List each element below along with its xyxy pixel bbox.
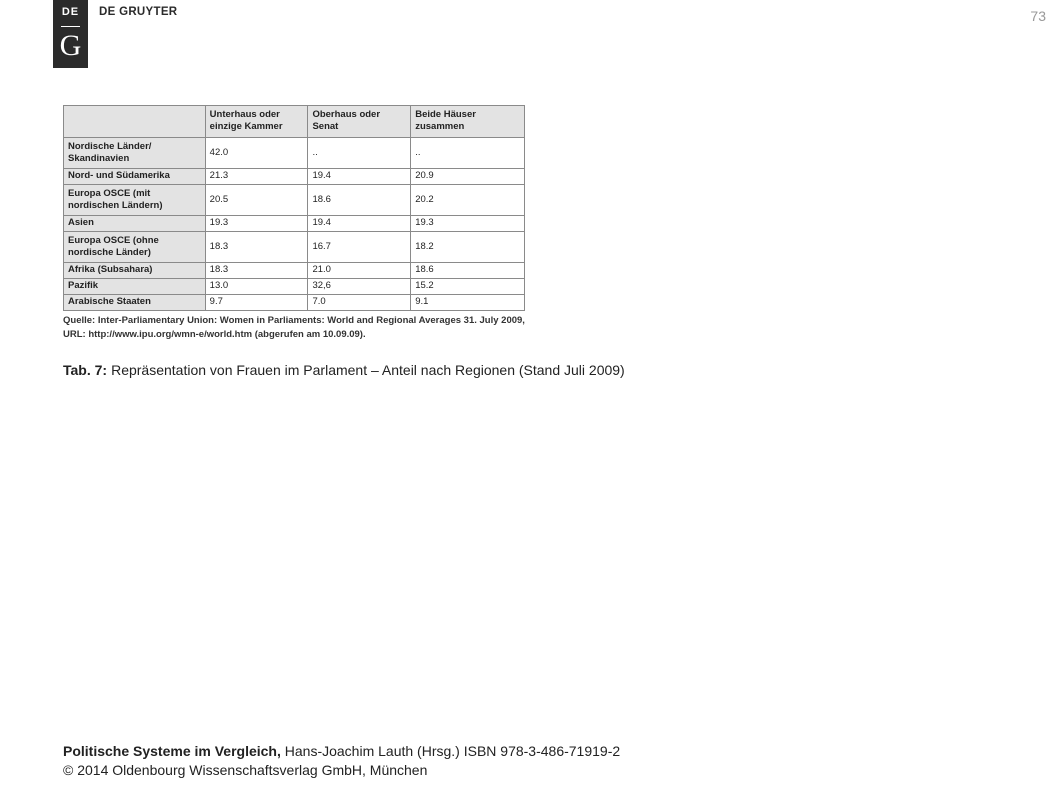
region-cell: Arabische Staaten [64, 295, 206, 311]
value-cell: .. [411, 138, 525, 169]
value-cell: 19.4 [308, 169, 411, 185]
table-row [64, 263, 525, 279]
value-cell: 42.0 [205, 138, 308, 169]
table-row [64, 169, 525, 185]
value-cell: 19.4 [308, 216, 411, 232]
value-cell: 32,6 [308, 279, 411, 295]
value-cell: .. [308, 138, 411, 169]
value-cell: 18.2 [411, 232, 525, 263]
value-cell: 21.3 [205, 169, 308, 185]
publisher-name: DE GRUYTER [99, 6, 178, 18]
value-cell: 15.2 [411, 279, 525, 295]
caption-text: Repräsentation von Frauen im Parlament – Anteil nach Regionen (Stand Juli 2009) [111, 362, 625, 378]
value-cell: 20.5 [205, 185, 308, 216]
logo-text-g: G [59, 29, 82, 62]
table-row [64, 138, 525, 169]
logo-text-de: DE [61, 6, 80, 18]
book-title: Politische Systeme im Vergleich, [63, 743, 281, 759]
citation-footer [63, 742, 620, 780]
value-cell: 9.7 [205, 295, 308, 311]
table-row [64, 185, 525, 216]
header-cell-region [64, 106, 206, 138]
copyright-line: © 2014 Oldenbourg Wissenschaftsverlag GmbH, München [63, 762, 428, 778]
table-figure [63, 105, 525, 342]
table-row [64, 279, 525, 295]
table-header-row [64, 106, 525, 138]
region-cell: Asien [64, 216, 206, 232]
header-cell-oberhaus: Oberhaus oder Senat [308, 106, 411, 138]
region-cell: Afrika (Subsahara) [64, 263, 206, 279]
caption-label: Tab. 7: [63, 362, 108, 378]
region-cell: Nord- und Südamerika [64, 169, 206, 185]
book-details: Hans-Joachim Lauth (Hrsg.) ISBN 978-3-486-71919-2 [280, 743, 621, 759]
logo-divider [61, 26, 80, 27]
value-cell: 19.3 [205, 216, 308, 232]
header-cell-unterhaus: Unterhaus oder einzige Kammer [205, 106, 308, 138]
value-cell: 16.7 [308, 232, 411, 263]
region-cell: Nordische Länder/ Skandinavien [64, 138, 206, 169]
table-row [64, 216, 525, 232]
representation-table [63, 105, 525, 311]
value-cell: 20.9 [411, 169, 525, 185]
value-cell: 18.6 [411, 263, 525, 279]
value-cell: 13.0 [205, 279, 308, 295]
value-cell: 18.3 [205, 232, 308, 263]
value-cell: 20.2 [411, 185, 525, 216]
table-caption [63, 362, 625, 378]
region-cell: Pazifik [64, 279, 206, 295]
region-cell: Europa OSCE (ohne nordische Länder) [64, 232, 206, 263]
value-cell: 7.0 [308, 295, 411, 311]
value-cell: 18.3 [205, 263, 308, 279]
value-cell: 9.1 [411, 295, 525, 311]
citation-line [63, 742, 620, 761]
publisher-logo [53, 0, 88, 68]
value-cell: 18.6 [308, 185, 411, 216]
table-source-note: Quelle: Inter-Parliamentary Union: Women in Parliaments: World and Regional Averages 31. July 2009, URL: http://www.ipu.org/wmn-e/world.htm (abgerufen am 10.09.09). [63, 315, 525, 340]
table-row [64, 295, 525, 311]
value-cell: 19.3 [411, 216, 525, 232]
header-cell-beide: Beide Häuser zusammen [411, 106, 525, 138]
region-cell: Europa OSCE (mit nordischen Ländern) [64, 185, 206, 216]
value-cell: 21.0 [308, 263, 411, 279]
page-number: 73 [1030, 8, 1046, 24]
table-row [64, 232, 525, 263]
